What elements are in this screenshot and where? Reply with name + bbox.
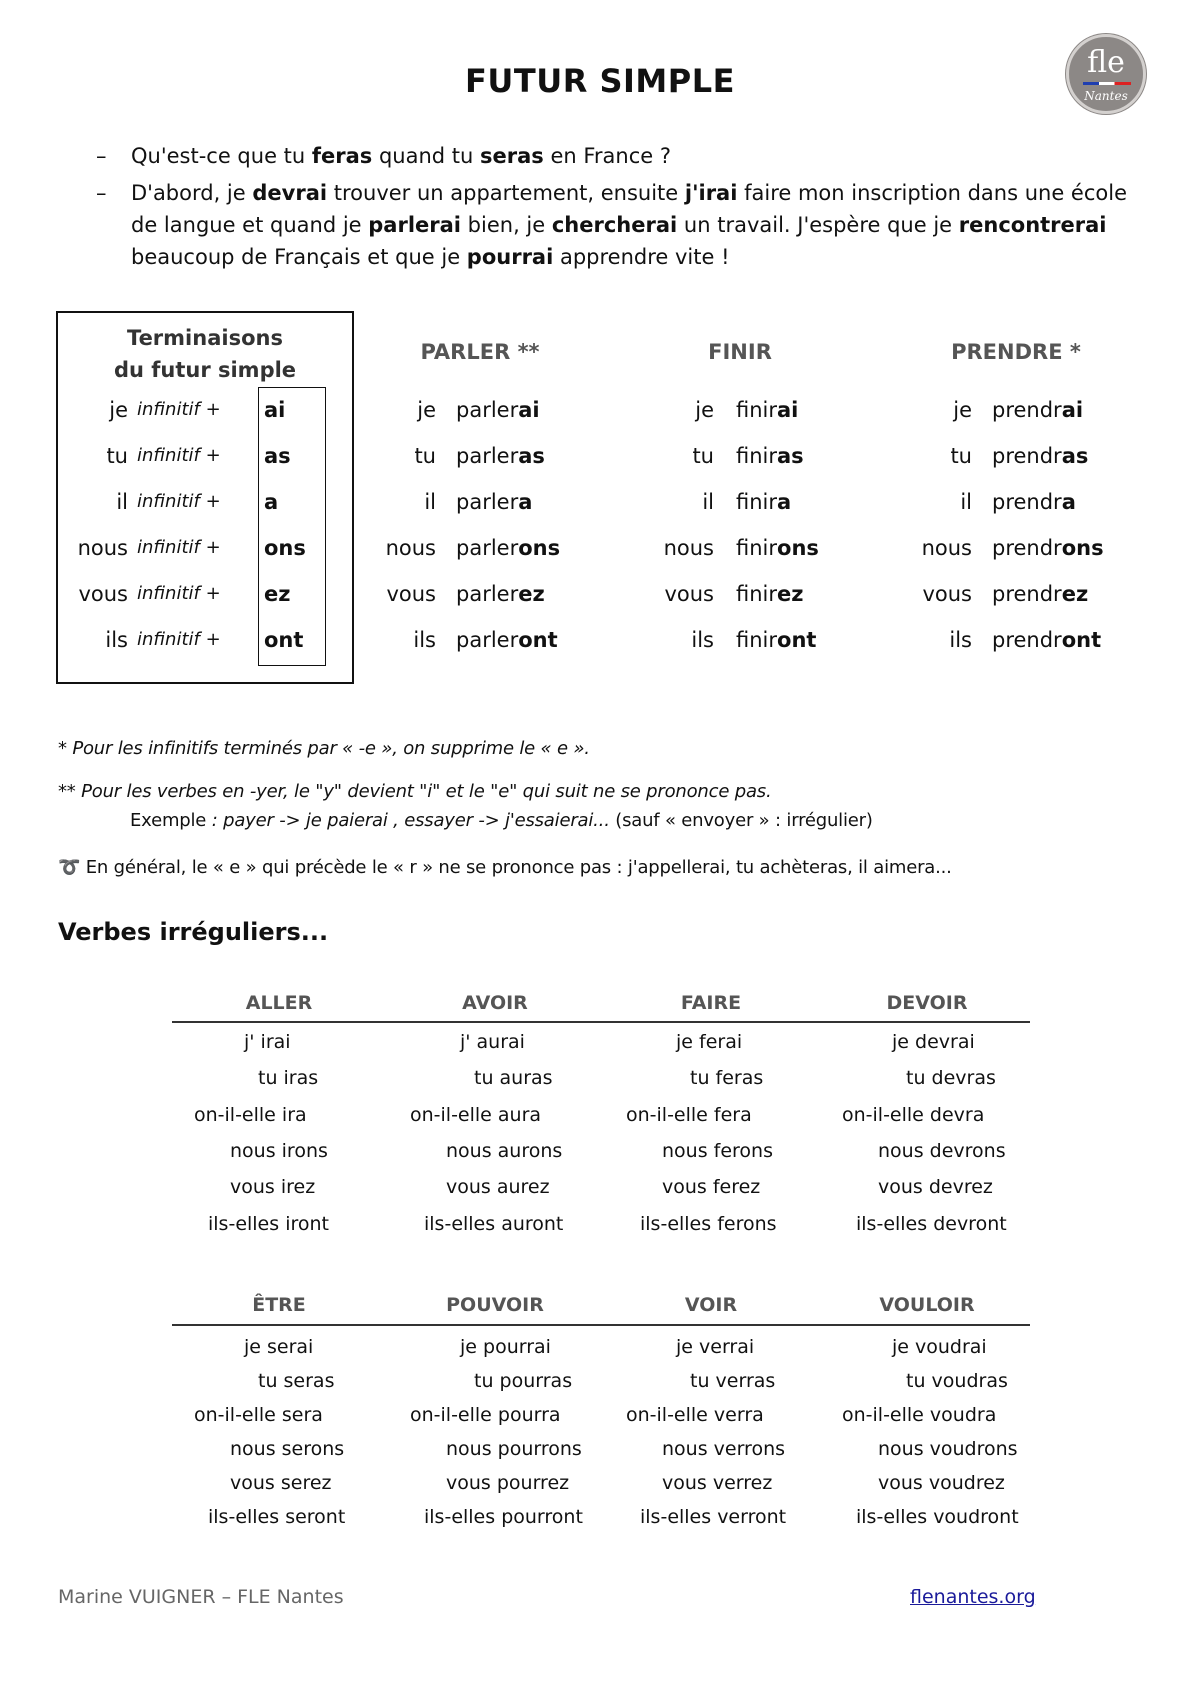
irregular-verb-form: je devrai: [892, 1031, 975, 1053]
conjugation-pronoun: il: [424, 490, 436, 514]
verb-ending: a: [1061, 490, 1076, 514]
verb-ending: as: [1061, 444, 1089, 468]
dialogue-question: [131, 140, 671, 172]
irregular-verb-form: ils-elles ferons: [640, 1212, 777, 1235]
verb-stem: finir: [736, 490, 778, 514]
irregular-verb-header: DEVOIR: [886, 992, 968, 1014]
conjugation-form: [456, 525, 560, 571]
bold-verb: pourrai: [466, 245, 554, 269]
conjugation-form: [456, 479, 532, 525]
conjugation-form: [456, 617, 558, 663]
conjugation-pronoun: je: [417, 398, 436, 422]
irregular-verb-header: VOULOIR: [879, 1294, 975, 1316]
bold-verb: parlerai: [368, 213, 461, 237]
irregular-verb-form: ils-elles voudront: [856, 1506, 1019, 1528]
dialogue-text: bien, je: [461, 213, 552, 237]
dialogue-text: un travail. J'espère que je: [677, 213, 959, 237]
verb-stem: parler: [456, 490, 519, 514]
irregular-verb-form: on-il-elle sera: [194, 1404, 323, 1426]
termination-pronoun: tu: [106, 444, 128, 468]
dialogue-dash: –: [96, 181, 107, 205]
verb-ending: ai: [518, 398, 540, 422]
conjugation-pronoun: nous: [663, 536, 714, 560]
dialogue-text: apprendre vite !: [553, 245, 730, 269]
termination-pronoun: nous: [77, 536, 128, 560]
irregular-verb-form: nous serons: [230, 1438, 345, 1460]
irregular-verb-form: on-il-elle verra: [626, 1404, 764, 1426]
termination-pronoun: vous: [78, 582, 128, 606]
example-label: Exemple: [130, 810, 207, 831]
conjugation-form: [456, 433, 545, 479]
verb-stem: parler: [456, 536, 519, 560]
conjugation-pronoun: vous: [922, 582, 972, 606]
irregular-verb-form: tu pourras: [474, 1370, 573, 1392]
footer-link[interactable]: flenantes.org: [910, 1586, 1036, 1608]
conjugation-form: [736, 525, 819, 571]
verb-ending: ons: [518, 536, 561, 560]
irregular-verb-form: ils-elles iront: [208, 1212, 329, 1235]
termination-ending: ai: [264, 398, 286, 422]
verb-stem: finir: [736, 444, 778, 468]
dialogue-text: D'abord, je: [131, 181, 253, 205]
verb-ending: a: [518, 490, 533, 514]
bold-verb: j'irai: [684, 181, 738, 205]
bold-verb: rencontrerai: [958, 213, 1107, 237]
dialogue-text: faire mon inscription dans une école de langue et quand je: [131, 181, 1128, 237]
irregular-verb-form: je ferai: [676, 1031, 743, 1053]
page-title: FUTUR SIMPLE: [465, 62, 735, 100]
bold-verb: seras: [480, 144, 544, 168]
irregular-verb-form: j' aurai: [460, 1031, 525, 1053]
verb-stem: prendr: [992, 628, 1062, 652]
conjugation-form: [992, 433, 1088, 479]
verb-stem: prendr: [992, 444, 1062, 468]
dialogue-text: Qu'est-ce que tu: [131, 144, 312, 168]
irregular-verb-header: ALLER: [245, 992, 313, 1014]
irregular-verb-form: vous ferez: [662, 1176, 761, 1199]
verb-ending: ez: [518, 582, 545, 606]
conjugation-pronoun: nous: [385, 536, 436, 560]
irregular-verb-form: nous aurons: [446, 1139, 563, 1162]
irregular-verb-form: on-il-elle ira: [194, 1103, 307, 1126]
verb-stem: finir: [736, 398, 778, 422]
verb-stem: finir: [736, 536, 778, 560]
dialogue-text: en France ?: [543, 144, 672, 168]
irregular-verb-form: on-il-elle devra: [842, 1103, 985, 1126]
verb-ending: as: [518, 444, 545, 468]
verb-stem: parler: [456, 444, 519, 468]
irregular-verb-header: AVOIR: [462, 992, 528, 1014]
irregular-verbs-title: Verbes irréguliers...: [58, 918, 329, 946]
conjugation-pronoun: tu: [692, 444, 714, 468]
termination-ending: a: [264, 490, 279, 514]
conjugation-form: [736, 387, 798, 433]
verb-header: FINIR: [708, 340, 772, 364]
infinitive-label: infinitif +: [137, 629, 221, 650]
irregular-verb-form: vous pourrez: [446, 1472, 570, 1494]
bold-verb: chercherai: [551, 213, 678, 237]
conjugation-form: [992, 617, 1101, 663]
conjugation-pronoun: ils: [949, 628, 972, 652]
irregular-verb-form: je pourrai: [460, 1336, 551, 1358]
conjugation-pronoun: ils: [413, 628, 436, 652]
verb-header: PARLER **: [420, 340, 540, 364]
conjugation-form: [992, 571, 1088, 617]
irregular-verb-form: on-il-elle pourra: [410, 1404, 561, 1426]
verb-stem: parler: [456, 582, 519, 606]
conjugation-pronoun: je: [695, 398, 714, 422]
verb-ending: a: [777, 490, 792, 514]
dialogue-answer: [131, 177, 1141, 273]
note-example: [130, 808, 873, 834]
irregular-verb-form: nous ferons: [662, 1139, 773, 1162]
conjugation-pronoun: tu: [414, 444, 436, 468]
conjugation-form: [736, 433, 804, 479]
verb-stem: parler: [456, 628, 519, 652]
table-rule: [172, 1021, 1030, 1023]
table-rule: [172, 1324, 1030, 1326]
irregular-verb-form: vous serez: [230, 1472, 332, 1494]
conjugation-form: [992, 525, 1104, 571]
logo-flag-stripe: [1083, 82, 1131, 85]
verb-ending: ont: [1061, 628, 1102, 652]
irregular-verb-form: tu seras: [258, 1370, 335, 1392]
termination-pronoun: je: [109, 398, 128, 422]
verb-ending: ons: [1061, 536, 1104, 560]
irregular-verb-form: tu devras: [906, 1067, 996, 1090]
irregular-verb-form: tu auras: [474, 1067, 553, 1090]
irregular-verb-form: tu iras: [258, 1067, 319, 1090]
verb-ending: as: [777, 444, 804, 468]
conjugation-pronoun: il: [960, 490, 972, 514]
irregular-verb-header: FAIRE: [680, 992, 742, 1014]
irregular-verb-form: on-il-elle fera: [626, 1103, 752, 1126]
conjugation-form: [992, 479, 1076, 525]
logo-text: fle: [1087, 45, 1125, 80]
irregular-verb-form: nous pourrons: [446, 1438, 582, 1460]
footer-author: Marine VUIGNER – FLE Nantes: [58, 1586, 344, 1608]
irregular-verb-form: on-il-elle aura: [410, 1103, 542, 1126]
conjugation-form: [456, 571, 545, 617]
dialogue-text: trouver un appartement, ensuite: [327, 181, 685, 205]
dialogue-dash: –: [96, 144, 107, 168]
verb-ending: ai: [1061, 398, 1084, 422]
verb-stem: prendr: [992, 536, 1062, 560]
conjugation-form: [736, 479, 791, 525]
conjugation-pronoun: vous: [386, 582, 436, 606]
verb-ending: ai: [777, 398, 799, 422]
terminations-title-line2: du futur simple: [113, 358, 297, 382]
conjugation-form: [736, 617, 816, 663]
infinitive-label: infinitif +: [137, 445, 221, 466]
infinitive-label: infinitif +: [137, 537, 221, 558]
irregular-verb-form: ils-elles seront: [208, 1506, 346, 1528]
conjugation-pronoun: ils: [691, 628, 714, 652]
irregular-verb-form: vous devrez: [878, 1176, 993, 1199]
verb-stem: prendr: [992, 582, 1062, 606]
irregular-verb-form: je serai: [244, 1336, 314, 1358]
fle-nantes-logo: [1066, 34, 1146, 114]
verb-stem: finir: [736, 628, 778, 652]
irregular-verb-form: tu verras: [690, 1370, 776, 1392]
irregular-verb-form: je verrai: [676, 1336, 755, 1358]
conjugation-pronoun: vous: [664, 582, 714, 606]
irregular-verb-form: ils-elles devront: [856, 1212, 1007, 1235]
termination-pronoun: ils: [105, 628, 128, 652]
verb-stem: prendr: [992, 490, 1062, 514]
conjugation-form: [992, 387, 1083, 433]
verb-ending: ont: [518, 628, 558, 652]
bold-verb: devrai: [252, 181, 328, 205]
verb-stem: finir: [736, 582, 778, 606]
irregular-verb-form: tu feras: [690, 1067, 764, 1090]
irregular-verb-form: vous verrez: [662, 1472, 773, 1494]
irregular-verb-form: vous voudrez: [878, 1472, 1005, 1494]
verb-ending: ont: [777, 628, 817, 652]
note-yer-verbs: ** Pour les verbes en -yer, le "y" devient "i" et le "e" qui suit ne se prononce pas.: [58, 781, 772, 802]
verb-ending: ez: [777, 582, 804, 606]
verb-stem: prendr: [992, 398, 1062, 422]
conjugation-pronoun: il: [702, 490, 714, 514]
irregular-verb-form: nous verrons: [662, 1438, 786, 1460]
irregular-verb-form: nous irons: [230, 1139, 328, 1162]
termination-ending: ez: [264, 582, 291, 606]
note-silent-e-text: En général, le « e » qui précède le « r » ne se prononce pas : j'appellerai, tu achèteras, il aimera...: [80, 857, 952, 878]
irregular-verb-header: POUVOIR: [446, 1294, 544, 1316]
bold-verb: feras: [311, 144, 373, 168]
infinitive-label: infinitif +: [137, 399, 221, 420]
terminations-title-line1: Terminaisons: [127, 326, 283, 350]
example-text: : payer -> je paierai , essayer -> j'essaierai...: [206, 810, 610, 831]
terminations-title: [56, 322, 354, 386]
conjugation-form: [736, 571, 803, 617]
conjugation-form: [456, 387, 540, 433]
infinitive-label: infinitif +: [137, 491, 221, 512]
logo-subtext: Nantes: [1084, 89, 1128, 103]
irregular-verb-form: ils-elles pourront: [424, 1506, 583, 1528]
irregular-verb-form: je voudrai: [892, 1336, 987, 1358]
dialogue-text: beaucoup de Français et que je: [131, 245, 467, 269]
verb-ending: ez: [1061, 582, 1089, 606]
note-e-ending: * Pour les infinitifs terminés par « -e », on supprime le « e ».: [58, 738, 590, 759]
termination-ending: as: [264, 444, 291, 468]
irregular-verb-form: nous voudrons: [878, 1438, 1018, 1460]
irregular-verb-form: tu voudras: [906, 1370, 1008, 1392]
loop-icon: ➰: [58, 857, 81, 878]
irregular-verb-form: j' irai: [244, 1031, 291, 1053]
verb-header: PRENDRE *: [951, 340, 1081, 364]
irregular-verb-form: ils-elles auront: [424, 1212, 564, 1235]
irregular-verb-form: vous irez: [230, 1176, 316, 1199]
note-silent-e: [58, 855, 952, 881]
example-exception: (sauf « envoyer » : irrégulier): [609, 810, 873, 831]
verb-ending: ons: [777, 536, 819, 560]
termination-ending: ont: [264, 628, 304, 652]
irregular-verb-form: vous aurez: [446, 1176, 550, 1199]
conjugation-pronoun: tu: [950, 444, 972, 468]
irregular-verb-form: on-il-elle voudra: [842, 1404, 997, 1426]
termination-pronoun: il: [116, 490, 128, 514]
irregular-verb-form: nous devrons: [878, 1139, 1006, 1162]
irregular-verb-header: VOIR: [684, 1294, 738, 1316]
verb-stem: parler: [456, 398, 519, 422]
termination-ending: ons: [264, 536, 306, 560]
dialogue-text: quand tu: [372, 144, 481, 168]
conjugation-pronoun: nous: [921, 536, 972, 560]
irregular-verb-header: ÊTRE: [252, 1294, 306, 1316]
infinitive-label: infinitif +: [137, 583, 221, 604]
irregular-verb-form: ils-elles verront: [640, 1506, 787, 1528]
conjugation-pronoun: je: [953, 398, 972, 422]
